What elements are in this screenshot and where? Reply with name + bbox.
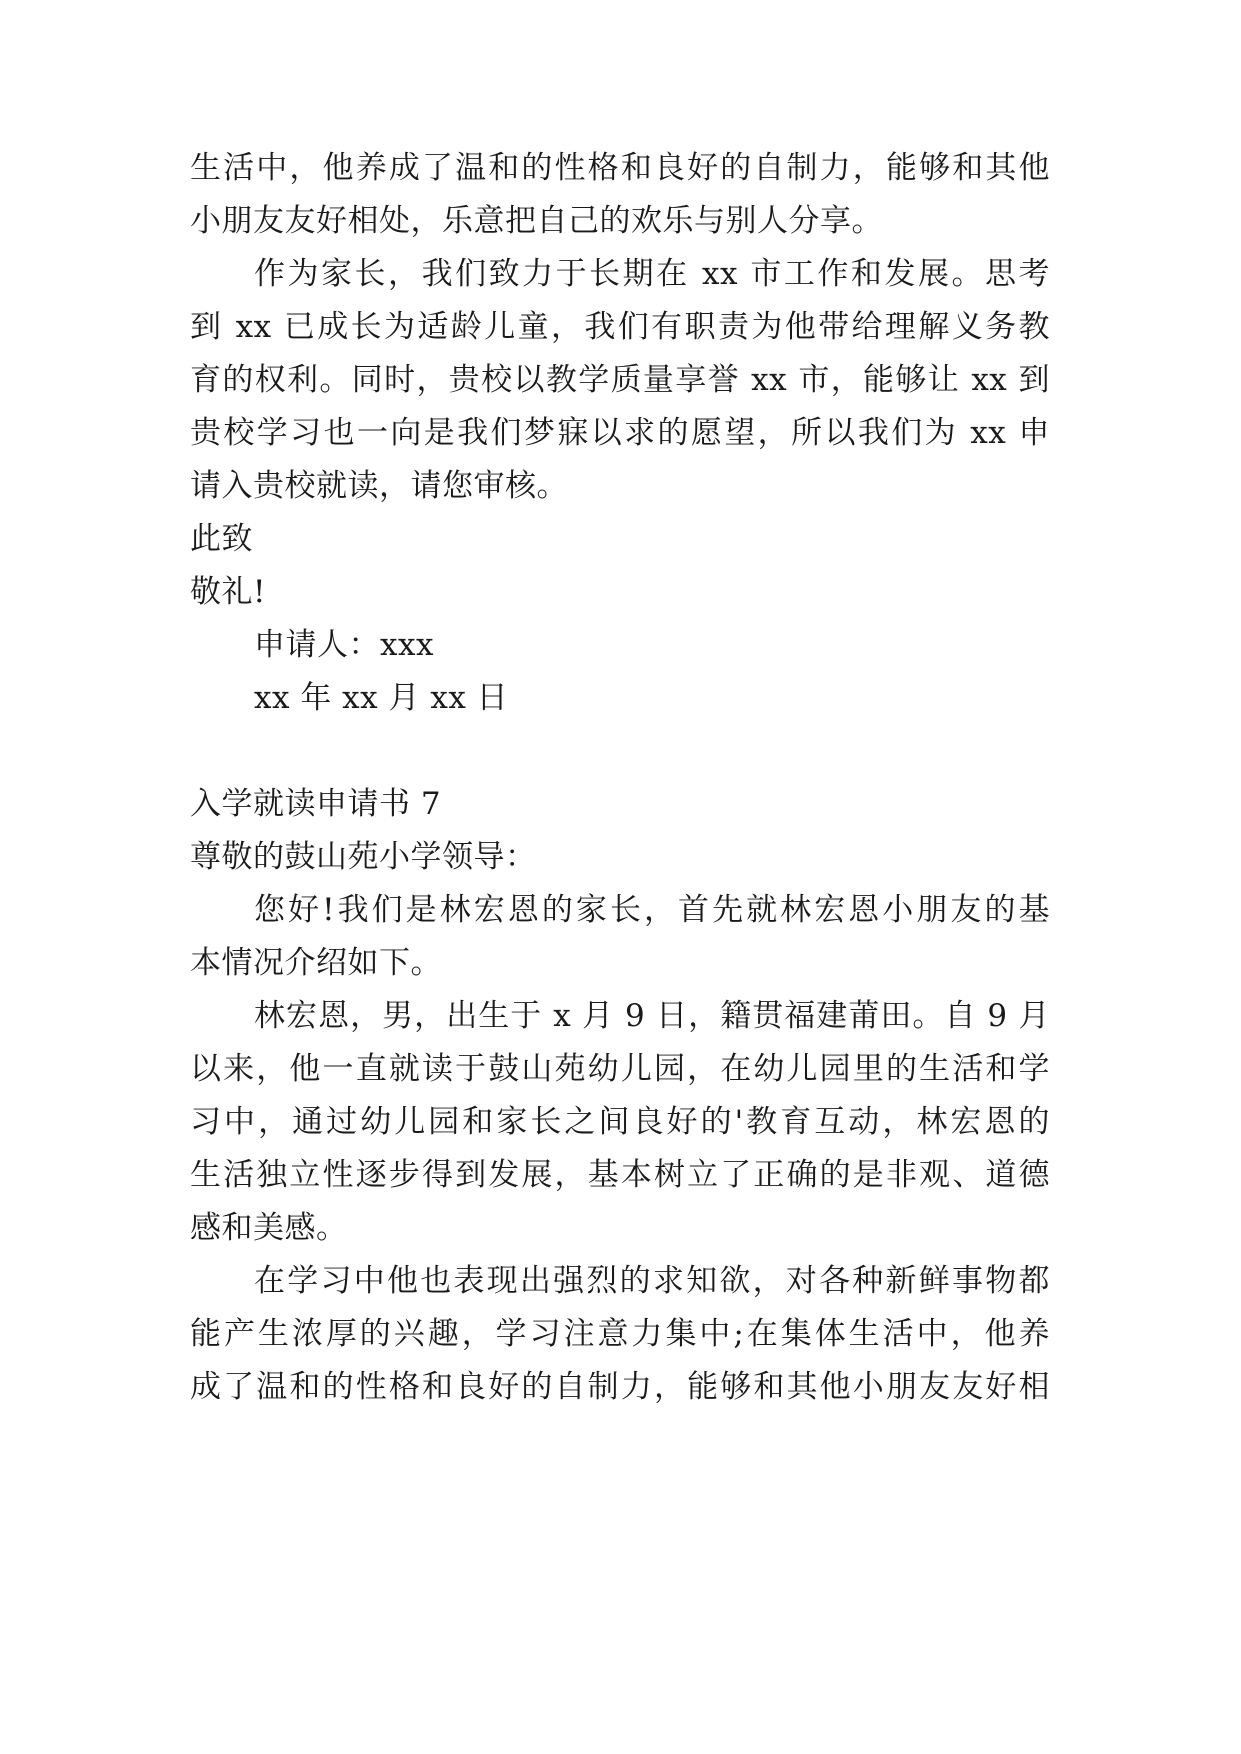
paragraph-line: 小朋友友好相处，乐意把自己的欢乐与别人分享。 [190,203,883,239]
paragraph-line: 在学习中他也表现出强烈的求知欲，对各种新鲜事物都 [254,1263,1050,1299]
salutation: 尊敬的鼓山苑小学领导： [190,839,537,875]
paragraph-line: 感和美感。 [190,1210,348,1246]
applicant-signature: 申请人：xxx [254,627,434,663]
closing-line: 此致 [190,521,253,557]
paragraph-line: 能产生浓厚的兴趣，学习注意力集中;在集体生活中，他养 [190,1316,1050,1352]
closing-line: 敬礼! [190,574,266,610]
paragraph-line: 生活中，他养成了温和的性格和良好的自制力，能够和其他 [190,150,1050,186]
paragraph-line: 您好!我们是林宏恩的家长，首先就林宏恩小朋友的基 [254,892,1050,928]
paragraph-line: 到 xx 已成长为适龄儿童，我们有职责为他带给理解义务教 [190,309,1050,345]
paragraph-line: 林宏恩，男，出生于 x 月 9 日，籍贯福建莆田。自 9 月 [254,998,1050,1034]
paragraph-line: 育的权利。同时，贵校以教学质量享誉 xx 市，能够让 xx 到 [190,362,1050,398]
paragraph-line: 生活独立性逐步得到发展，基本树立了正确的是非观、道德 [190,1157,1050,1193]
section-title: 入学就读申请书 7 [190,786,442,822]
letter-date: xx 年 xx 月 xx 日 [254,680,509,716]
paragraph-line: 贵校学习也一向是我们梦寐以求的愿望，所以我们为 xx 申 [190,415,1050,451]
paragraph-line: 成了温和的性格和良好的自制力，能够和其他小朋友友好相 [190,1369,1050,1405]
paragraph-line: 本情况介绍如下。 [190,945,442,981]
paragraph-line: 以来，他一直就读于鼓山苑幼儿园，在幼儿园里的生活和学 [190,1051,1050,1087]
paragraph-line: 作为家长，我们致力于长期在 xx 市工作和发展。思考 [254,256,1050,292]
paragraph-line: 习中，通过幼儿园和家长之间良好的'教育互动，林宏恩的 [190,1104,1050,1140]
paragraph-line: 请入贵校就读，请您审核。 [190,468,568,504]
